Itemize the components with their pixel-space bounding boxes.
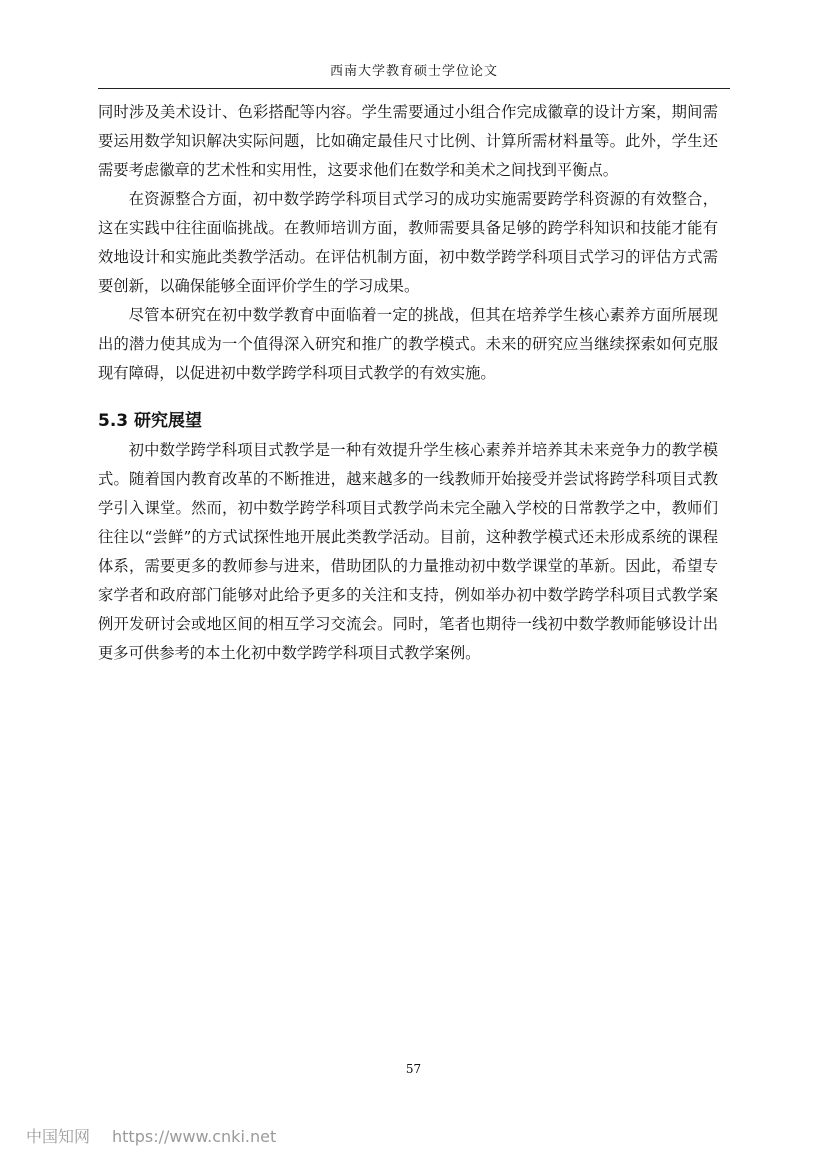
header-rule	[98, 88, 730, 89]
section-heading: 5.3 研究展望	[98, 411, 203, 431]
paragraph-outlook: 初中数学跨学科项目式教学是一种有效提升学生核心素养并培养其未来竞争力的教学模式。随着国内教育改革的不断推进，越来越多的一线教师开始接受并尝试将跨学科项目式教学引入课堂。然而，初中数学跨学科项目式教学尚未完全融入学校的日常教学之中，教师们往往以“尝鲜”的方式试探性地开展此类教学活动。目前，这种教学模式还未形成系统的课程体系，需要更多的教师参与进来，借助团队的力量推动初中数学课堂的革新。因此，希望专家学者和政府部门能够对此给予更多的关注和支持，例如举办初中数学跨学科项目式教学案例开发研讨会或地区间的相互学习交流会。同时，笔者也期待一线初中数学教师能够设计出更多可供参考的本土化初中数学跨学科项目式教学案例。	[98, 441, 718, 662]
running-header: 西南大学教育硕士学位论文	[329, 64, 498, 79]
section-gap	[98, 388, 718, 398]
cnki-watermark	[26, 1124, 276, 1147]
watermark-url: https://www.cnki.net	[112, 1127, 277, 1146]
paragraph-continued: 同时涉及美术设计、色彩搭配等内容。学生需要通过小组合作完成徽章的设计方案，期间需要运用数学知识解决实际问题，比如确定最佳尺寸比例、计算所需材料量等。此外，学生还需要考虑徽章的艺术性和实用性，这要求他们在数学和美术之间找到平衡点。	[98, 103, 718, 179]
paragraph-challenges-summary: 尽管本研究在初中数学教育中面临着一定的挑战，但其在培养学生核心素养方面所展现出的潜力使其成为一个值得深入研究和推广的教学模式。未来的研究应当继续探索如何克服现有障碍，以促进初中数学跨学科项目式教学的有效实施。	[98, 306, 718, 382]
watermark-site-name: 中国知网	[26, 1127, 91, 1146]
paragraph-resource-integration: 在资源整合方面，初中数学跨学科项目式学习的成功实施需要跨学科资源的有效整合，这在实践中往往面临挑战。在教师培训方面，教师需要具备足够的跨学科知识和技能才能有效地设计和实施此类教学活动。在评估机制方面，初中数学跨学科项目式学习的评估方式需要创新，以确保能够全面评价学生的学习成果。	[98, 190, 718, 295]
page-number: 57	[405, 1062, 422, 1076]
main-body	[98, 98, 718, 668]
